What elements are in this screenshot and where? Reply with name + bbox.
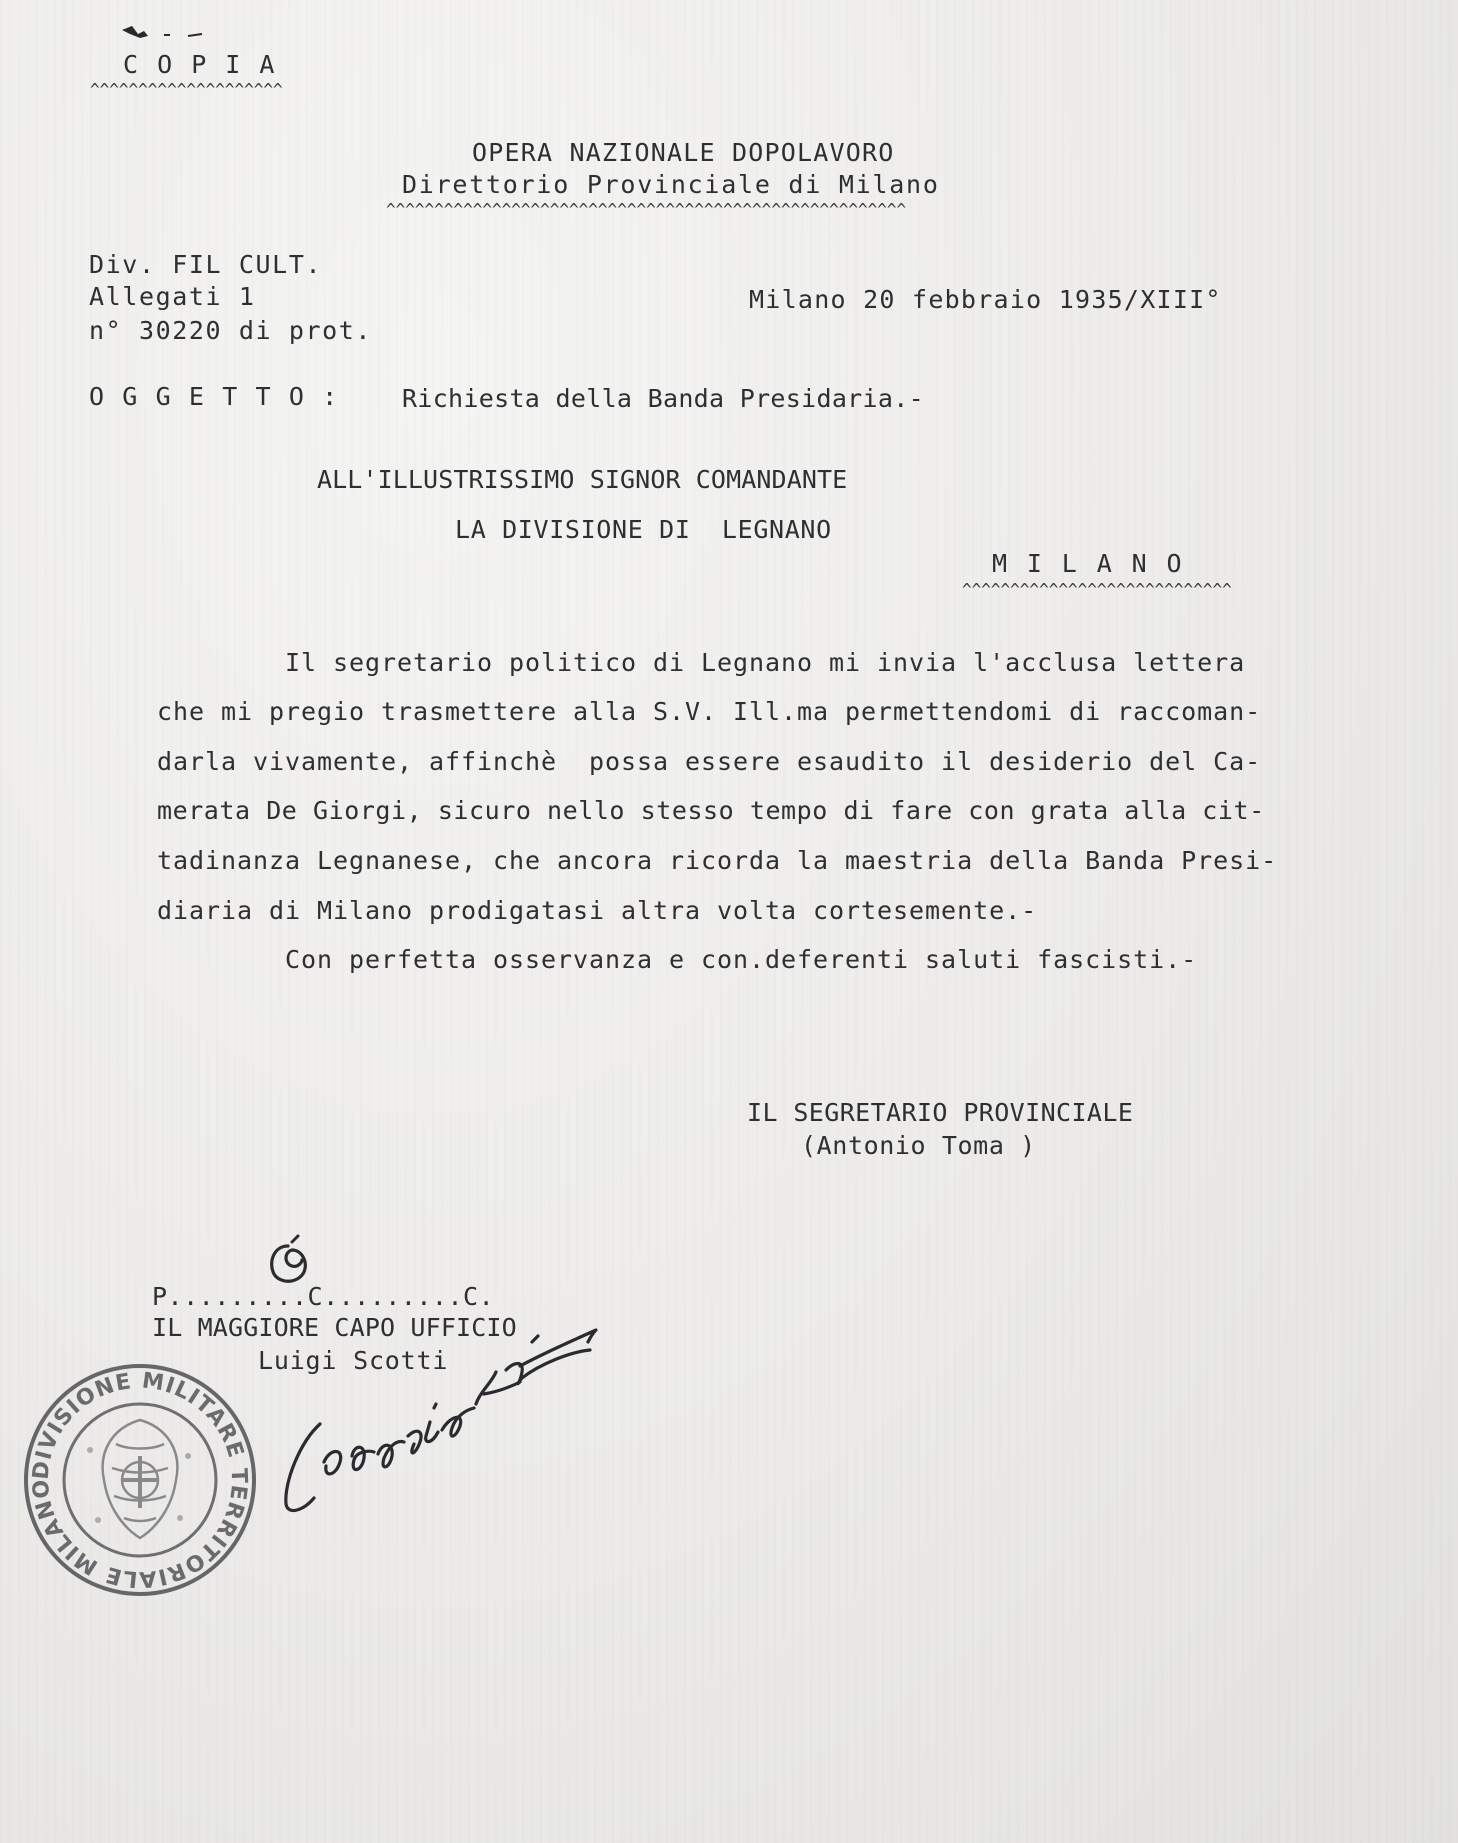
organization-name: OPERA NAZIONALE DOPOLAVORO [472,138,895,167]
body-line-4: merata De Giorgi, sicuro nello stesso tempo di fare con grata alla cit- [157,796,1265,825]
copy-label: C O P I A [123,50,277,79]
signatory-title: IL SEGRETARIO PROVINCIALE [747,1098,1134,1127]
body-line-3: darla vivamente, affinchè possa essere esaudito il desiderio del Ca- [157,747,1262,776]
body-line-1: Il segretario politico di Legnano mi invia l'acclusa lettera [157,648,1246,677]
directorate-name: Direttorio Provinciale di Milano [402,170,940,199]
svg-text:DIVISIONE MILITARE TERRITORIAL: DIVISIONE MILITARE TERRITORIALE MILANO [28,1368,252,1592]
recipient-line-1: ALL'ILLUSTRISSIMO SIGNOR COMANDANTE [317,465,848,494]
attachments-count: Allegati 1 [89,282,256,311]
body-line-6: diaria di Milano prodigatasi altra volta cortesemente.- [157,896,1038,925]
subject-text: Richiesta della Banda Presidaria.- [402,384,924,413]
pcc-line: P.........C.........C. [152,1282,495,1311]
recipient-city: M I L A N O [992,549,1184,578]
ink-mark-icon [118,22,208,52]
office-name: Luigi Scotti [258,1346,449,1375]
subject-label: O G G E T T O : [89,382,339,411]
protocol-number: n° 30220 di prot. [89,316,373,345]
copy-label-underline: ^^^^^^^^^^^^^^^^^^^^ [90,82,283,98]
division-code: Div. FIL CULT. [89,250,323,279]
closing-line: Con perfetta osservanza e con.deferenti saluti fascisti.- [157,945,1198,974]
place-and-date: Milano 20 febbraio 1935/XIII° [749,285,1222,314]
body-line-5: tadinanza Legnanese, che ancora ricorda la maestria della Banda Presi- [157,846,1278,875]
recipient-city-underline: ^^^^^^^^^^^^^^^^^^^^^^^^^^^^ [962,582,1232,598]
handwritten-signature-icon [270,1312,650,1522]
signatory-name: (Antonio Toma ) [801,1131,1036,1160]
body-line-2: che mi pregio trasmettere alla S.V. Ill.ma permettendomi di raccoman- [157,697,1262,726]
header-underline: ^^^^^^^^^^^^^^^^^^^^^^^^^^^^^^^^^^^^^^^^^^^^^^^^^^^^^^ [386,202,907,218]
recipient-line-2: LA DIVISIONE DI LEGNANO [455,515,832,544]
circular-seal-icon [20,1360,260,1600]
office-title: IL MAGGIORE CAPO UFFICIO [152,1313,517,1342]
